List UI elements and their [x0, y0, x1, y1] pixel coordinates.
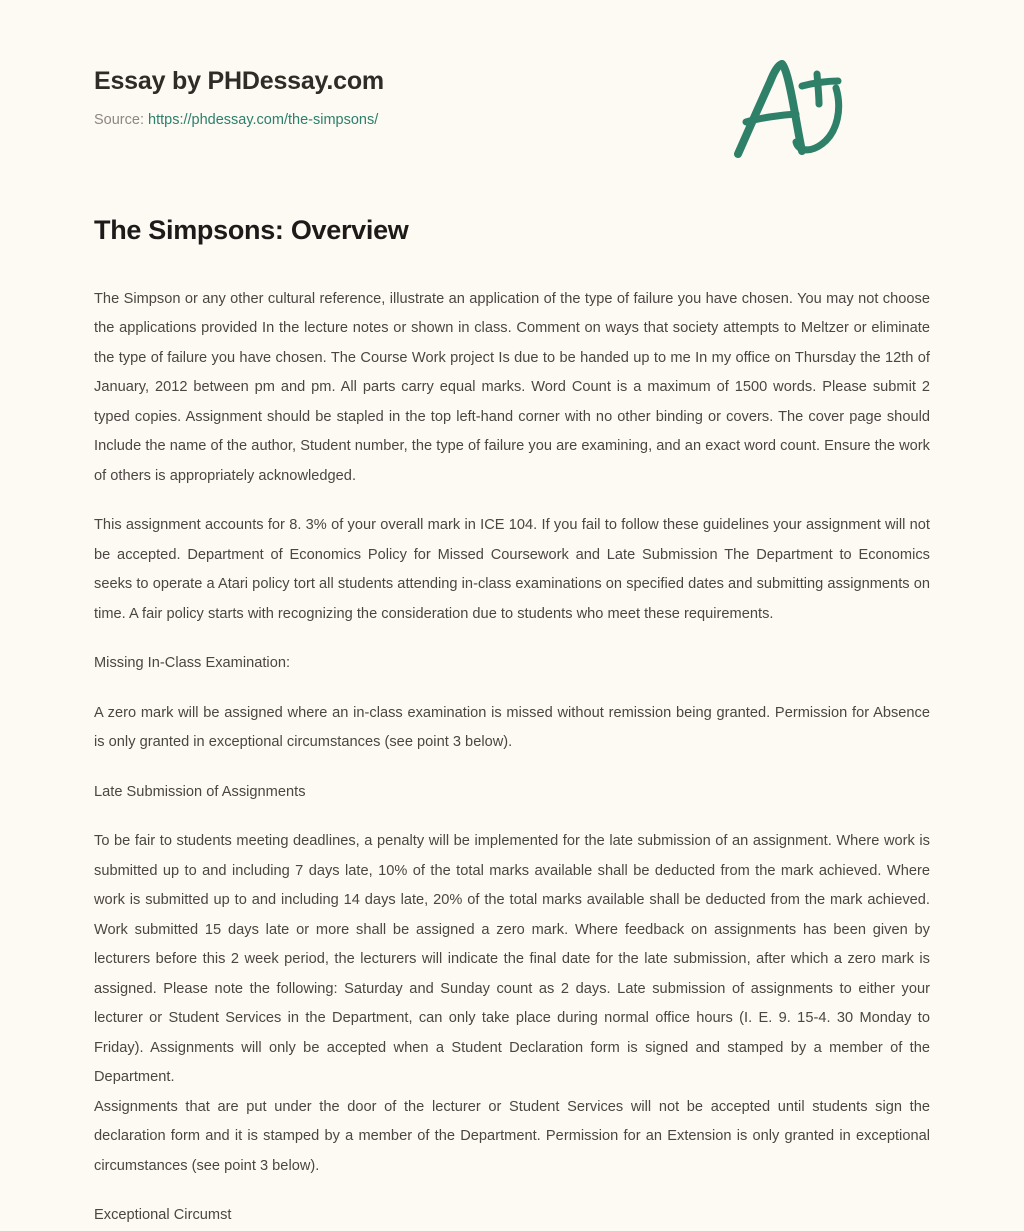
brand-title: Essay by PHDessay.com — [94, 67, 384, 95]
source-label: Source: — [94, 112, 144, 128]
section-heading-missing-exam: Missing In-Class Examination: — [94, 655, 291, 672]
source-url-link[interactable]: https://phdessay.com/the-simpsons/ — [148, 112, 379, 128]
document-header — [94, 0, 930, 128]
page-title: The Simpsons: Overview — [94, 215, 409, 245]
section-heading-late-submission: Late Submission of Assignments — [94, 783, 306, 800]
paragraph-3: A zero mark will be assigned where an in-class examination is missed without remission being granted. Permission for Absence is only granted in exceptional circumstances (see point 3 below). — [94, 704, 930, 751]
paragraph-4: To be fair to students meeting deadlines, a penalty will be implemented for the late submission of an assignment. Where work is submitted up to and including 7 days late, 10% of the total marks available shall be deducted from the mark achieved. Where work is submitted up to and including 14 days late, 20% of the total marks available shall be deducted from the mark achieved. Work submitted 15 days late or more shall be assigned a zero mark. Where feedback on assignments has been given by lecturers before this 2 week period, the lecturers will indicate the final date for the late submission, after which a zero mark is assigned. Please note the following: Saturday and Sunday count as 2 days. Late submission of assignments to either your lecturer or Student Services in the Department, can only take place during normal office hours (I. E. 9. 15-4. 30 Monday to Friday). Assignments will only be accepted when a Student Declaration form is signed and stamped by a member of the Department. — [94, 833, 930, 1086]
paragraph-5: Assignments that are put under the door of the lecturer or Student Services will not be accepted until students sign the declaration form and it is stamped by a member of the Department. Permission for an Extension is only granted in exceptional circumstances (see point 3 below). — [94, 1098, 930, 1174]
paragraph-2: This assignment accounts for 8. 3% of your overall mark in ICE 104. If you fail to follow these guidelines your assignment will not be accepted. Department of Economics Policy for Missed Coursework and Late Submission The Department to Economics seeks to operate a Atari policy tort all students attending in-class examinations on specified dates and submitting assignments on time. A fair policy starts with recognizing the consideration due to students who meet these requirements. — [94, 517, 930, 622]
paragraph-1: The Simpson or any other cultural reference, illustrate an application of the type of failure you have chosen. You may not choose the applications provided In the lecture notes or shown in class. Comment on ways that society attempts to Meltzer or eliminate the type of failure you have chosen. The Course Work project Is due to be handed up to me In my office on Thursday the 12th of January, 2012 between pm and pm. All parts carry equal marks. Word Count is a maximum of 1500 words. Please submit 2 typed copies. Assignment should be stapled in the top left-hand corner with no other binding or covers. The cover page should Include the name of the author, Student number, the type of failure you are examining, and an exact word count. Ensure the work of others is appropriately acknowledged. — [94, 290, 930, 484]
a-plus-logo-icon — [724, 52, 854, 162]
document-body — [94, 285, 930, 1231]
section-heading-exceptional: Exceptional Circumst — [94, 1207, 232, 1224]
